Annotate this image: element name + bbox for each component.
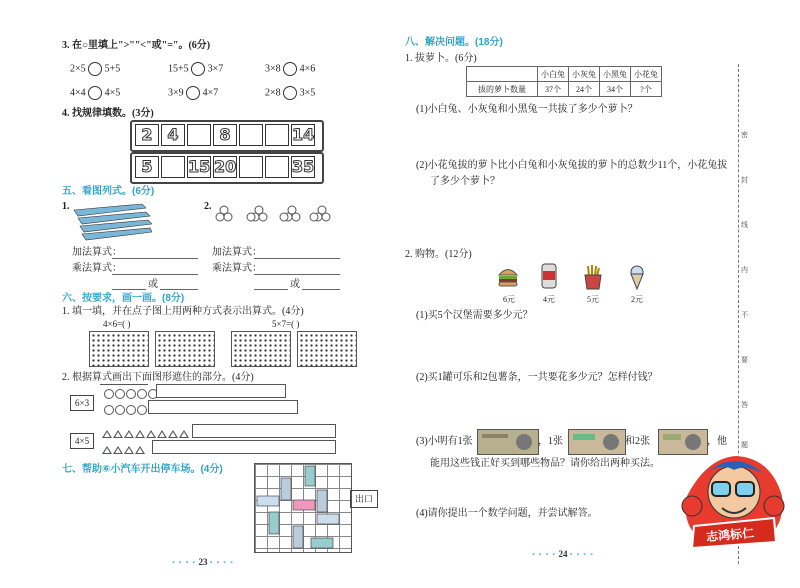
dot-grid[interactable] — [155, 331, 215, 367]
s5-problem-2-label: 2. — [204, 201, 212, 212]
triangle-groups-image — [214, 200, 334, 224]
equation-2: 5×7=( ) — [272, 319, 300, 329]
compare-circle[interactable] — [283, 62, 297, 76]
triangle-row — [102, 441, 146, 459]
compare-item: 3×9 4×7 — [168, 87, 219, 99]
q4-title: 4. 找规律填数。(3分) — [62, 108, 154, 119]
margin-char: 题 — [741, 441, 748, 449]
add-label: 加法算式： — [212, 247, 262, 258]
s5-problem-1-label: 1. — [62, 201, 70, 212]
or-label: 或 — [290, 279, 300, 290]
mascot-logo — [676, 448, 788, 556]
dot-grid[interactable] — [89, 331, 149, 367]
table-cell: 34个 — [600, 82, 631, 97]
margin-char: 不 — [741, 311, 748, 319]
pattern-cell: 15 — [188, 157, 211, 176]
table-cell: ?个 — [631, 82, 662, 97]
bracket-line — [100, 384, 148, 385]
q1-part-2a: (2)小花兔拔的萝卜比小白兔和小灰兔拔的萝卜的总数少11个，小花兔拔 — [416, 160, 728, 171]
airplane-group-image — [72, 200, 152, 242]
price-burger: 6元 — [503, 295, 515, 304]
margin-char: 线 — [741, 221, 748, 229]
s8-q2: 2. 购物。(12分) — [405, 249, 472, 260]
q1-part-1: (1)小白兔、小灰兔和小黑兔一共拔了多少个萝卜？ — [416, 104, 638, 115]
table-header: 小灰兔 — [569, 67, 600, 82]
q2-part-3a: (3)小明有1张 — [416, 436, 473, 447]
margin-char: 密 — [741, 131, 748, 139]
pattern-cell[interactable] — [265, 156, 289, 178]
add-label: 加法算式： — [72, 247, 122, 258]
compare-circle[interactable] — [283, 86, 297, 100]
section-8-title: 八、解决问题。(18分) — [405, 37, 503, 48]
compare-circle[interactable] — [88, 62, 102, 76]
section-5-title: 五、看图列式。(6分) — [62, 186, 155, 197]
equation-1: 4×6=( ) — [103, 319, 131, 329]
mul-label: 乘法算式： — [212, 263, 262, 274]
equation-box-1: 6×3 — [70, 395, 94, 411]
answer-line[interactable] — [254, 258, 340, 259]
section-6-title: 六、按要求，画一画。(8分) — [62, 293, 185, 304]
q2-part-3c: 和2张 — [625, 436, 650, 447]
pattern-cell: 14 — [292, 125, 315, 144]
or-label: 或 — [148, 279, 158, 290]
answer-line[interactable] — [254, 289, 288, 290]
pattern-cell: 4 — [161, 124, 185, 146]
s6-q2: 2. 根据算式画出下面图形遮住的部分。(4分) — [62, 372, 254, 383]
banknote-image — [568, 429, 626, 455]
hamburger-icon — [497, 264, 519, 288]
ice-cream-icon — [628, 264, 646, 290]
price-cola: 4元 — [543, 295, 555, 304]
logo-text: 志鸿标仁 — [705, 525, 755, 545]
table-header: 小花兔 — [631, 67, 662, 82]
q2-part-1: (1)买5个汉堡需要多少元？ — [416, 310, 533, 321]
mul-label: 乘法算式： — [72, 263, 122, 274]
pattern-cell: 2 — [135, 124, 159, 146]
compare-item: 4×4 4×5 — [70, 87, 121, 99]
page-number: • • • • 24 • • • • — [532, 549, 594, 559]
s6-q1: 1. 填一填，并在点子图上用两种方式表示出算式。(4分) — [62, 306, 304, 317]
q2-part-3d: ，他 — [707, 436, 727, 447]
price-fries: 5元 — [587, 295, 599, 304]
compare-circle[interactable] — [88, 86, 102, 100]
q3-title: 3. 在○里填上">""<"或"="。(6分) — [62, 40, 211, 51]
margin-char: 内 — [741, 266, 748, 274]
table-cell: 24个 — [569, 82, 600, 97]
q2-part-3e: 能用这些钱正好买到哪些物品？请你给出两种买法。 — [430, 458, 660, 469]
pattern-cell: 5 — [135, 156, 159, 178]
q2-part-4: (4)请你提出一个数学问题，并尝试解答。 — [416, 508, 598, 519]
compare-circle[interactable] — [191, 62, 205, 76]
section-7-title: 七、帮助⑥小汽车开出停车场。(4分) — [62, 464, 223, 475]
pattern-cell[interactable] — [187, 124, 211, 146]
q2-part-2: (2)买1罐可乐和2包薯条，一共要花多少元？怎样付钱？ — [416, 372, 658, 383]
compare-item: 2×5 5+5 — [70, 63, 121, 75]
table-header — [467, 67, 538, 82]
table-header: 小白兔 — [538, 67, 569, 82]
dot-grid[interactable] — [231, 331, 291, 367]
answer-line[interactable] — [112, 274, 198, 275]
answer-line[interactable] — [254, 274, 340, 275]
answer-line[interactable] — [302, 289, 340, 290]
answer-line[interactable] — [112, 258, 198, 259]
q2-part-3b: ，1张 — [538, 436, 563, 447]
pattern-cell[interactable] — [161, 156, 185, 178]
dot-grid[interactable] — [297, 331, 357, 367]
hidden-box[interactable] — [152, 440, 336, 454]
answer-line[interactable] — [112, 289, 146, 290]
pattern-cell: 20 — [214, 157, 237, 176]
compare-circle[interactable] — [186, 86, 200, 100]
compare-item: 3×8 4×6 — [265, 63, 316, 75]
pattern-cell: 35 — [292, 157, 315, 176]
pattern-cell: 8 — [213, 124, 237, 146]
equation-box-2: 4×5 — [70, 433, 94, 449]
pattern-cell[interactable] — [239, 156, 263, 178]
table-header: 小黑兔 — [600, 67, 631, 82]
margin-char: 封 — [741, 176, 748, 184]
s8-q1: 1. 拔萝卜。(6分) — [405, 53, 477, 64]
cola-can-icon — [540, 262, 558, 290]
margin-char: 答 — [741, 401, 748, 409]
compare-item: 2×8 3×5 — [265, 87, 316, 99]
hidden-box[interactable] — [192, 424, 336, 438]
table-cell: 37个 — [538, 82, 569, 97]
hidden-box[interactable] — [148, 400, 298, 414]
exit-label: 出口 — [350, 490, 378, 508]
radish-table — [466, 66, 662, 97]
hidden-box[interactable] — [156, 384, 286, 398]
table-cell: 拔的萝卜数量 — [467, 82, 538, 97]
answer-line[interactable] — [160, 289, 198, 290]
pattern-cell[interactable] — [239, 124, 263, 146]
parking-grid[interactable] — [254, 463, 352, 553]
compare-item: 15+5 3×7 — [168, 63, 224, 75]
page-number: • • • • 23 • • • • — [172, 557, 234, 567]
banknote-image — [477, 429, 539, 455]
circle-row — [104, 402, 148, 420]
pattern-cell[interactable] — [265, 124, 289, 146]
margin-char: 要 — [741, 356, 748, 364]
price-ice-cream: 2元 — [631, 295, 643, 304]
q1-part-2b: 了多少个萝卜？ — [430, 176, 500, 187]
fries-icon — [582, 264, 604, 290]
